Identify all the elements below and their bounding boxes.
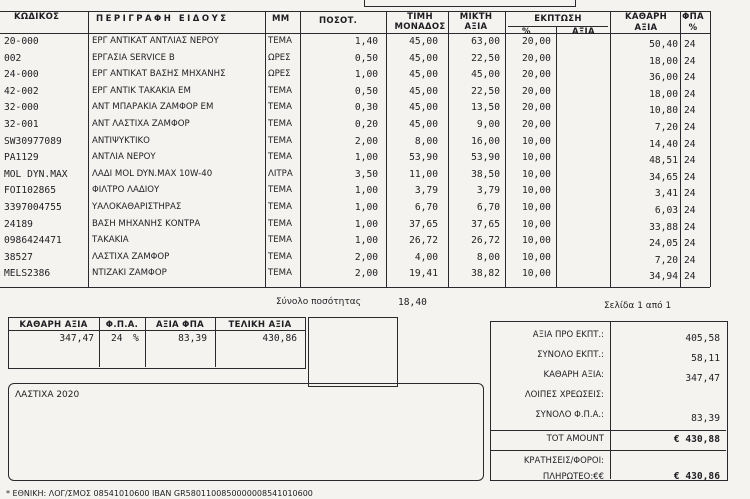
row-description: ΛΑΣΤΙΧΑ ΖΑΜΦΟΡ (92, 251, 170, 262)
row-qty: 2,00 (354, 268, 378, 280)
row-vat: 24 (684, 205, 696, 216)
row-description: ΝΤΙΖΑΚΙ ΖΑΜΦΟΡ (92, 268, 167, 279)
row-description: ΕΡΓΑΣΙΑ SERVICE B (92, 52, 175, 63)
page-number: Σελίδα 1 από 1 (604, 301, 672, 311)
row-unit: ΤΕΜΑ (268, 235, 292, 246)
vat-summary-rate-header: Φ.Π.Α. (105, 320, 139, 330)
col-code-header: ΚΩΔΙΚΟΣ (14, 12, 60, 22)
payable-value: € 430,86 (673, 471, 720, 482)
row-discount-pct: 20,00 (522, 36, 551, 47)
row-unit: ΤΕΜΑ (268, 135, 292, 146)
row-vat: 24 (684, 221, 696, 233)
row-code: 32-001 (4, 119, 39, 130)
row-unit: ΤΕΜΑ (268, 119, 292, 129)
row-unit-price: 45,00 (409, 69, 438, 81)
row-unit-price: 45,00 (409, 85, 438, 97)
row-code: MELS2386 (4, 268, 51, 280)
row-description: ΑΝΤΛΙΑ ΝΕΡΟΥ (92, 152, 156, 163)
row-net: 7,20 (654, 122, 678, 133)
row-unit-price: 8,00 (414, 135, 438, 147)
row-gross: 45,00 (471, 69, 500, 81)
row-qty: 1,00 (354, 152, 378, 164)
row-description: ΥΑΛΟΚΑΘΑΡΙΣΤΗΡΑΣ (92, 202, 182, 212)
vat-summary-rate-unit: % (133, 333, 139, 344)
row-unit: ΤΕΜΑ (268, 102, 292, 113)
row-code: 20-000 (4, 36, 39, 47)
row-vat: 24 (684, 138, 696, 150)
row-qty: 1,00 (354, 202, 378, 213)
row-gross: 37,65 (471, 218, 500, 230)
row-code: FOI102865 (4, 185, 56, 197)
row-code: 24-000 (4, 69, 39, 81)
totals-label: ΑΞΙΑ ΠΡΟ ΕΚΠΤ.: (532, 330, 604, 340)
row-code: 32-000 (4, 102, 39, 114)
row-unit-price: 45,00 (409, 102, 438, 114)
totals-value: 58,11 (691, 353, 720, 364)
row-vat: 24 (684, 88, 696, 100)
row-qty: 2,00 (354, 135, 378, 147)
row-net: 14,40 (649, 138, 678, 150)
row-vat: 24 (684, 188, 696, 200)
row-unit: ΩΡΕΣ (268, 69, 291, 80)
row-description: ΕΡΓ ΑΝΤΙΚΑΤ ΑΝΤΛΙΑΣ ΝΕΡΟΥ (92, 36, 219, 46)
row-unit-price: 4,00 (414, 251, 438, 263)
col-unit-header: ΜΜ (272, 14, 290, 24)
vat-summary-net: 347,47 (59, 333, 94, 344)
row-qty: 1,00 (354, 69, 378, 81)
row-discount-pct: 10,00 (522, 168, 551, 180)
totals-value: 405,58 (685, 333, 720, 344)
row-unit-price: 45,00 (409, 52, 438, 64)
row-description: ΦΙΛΤΡΟ ΛΑΔΙΟΥ (92, 185, 160, 196)
row-gross: 13,50 (471, 102, 500, 114)
notes-text: ΛΑΣΤΙΧΑ 2020 (15, 390, 80, 400)
row-unit: ΤΕΜΑ (268, 268, 292, 279)
row-code: PA1129 (4, 152, 39, 164)
row-code: 42-002 (4, 85, 39, 97)
row-discount-pct: 10,00 (522, 251, 551, 263)
row-vat: 24 (684, 254, 696, 266)
row-vat: 24 (684, 238, 696, 250)
row-net: 50,40 (649, 39, 678, 50)
payable-label: ΠΛΗΡΩΤΕΟ:€€ (542, 472, 604, 482)
row-unit: ΛΙΤΡΑ (268, 168, 293, 179)
row-net: 34,65 (649, 171, 678, 183)
vat-summary-amount-header: ΑΞΙΑ ΦΠΑ (156, 320, 204, 330)
row-gross: 22,50 (471, 52, 500, 64)
vat-summary-net-header: ΚΑΘΑΡΗ ΑΞΙΑ (19, 320, 88, 330)
row-vat: 24 (684, 122, 696, 133)
row-description: ΤΑΚΑΚΙΑ (92, 235, 129, 246)
total-amount-value: € 430,88 (673, 434, 720, 445)
row-discount-pct: 10,00 (522, 268, 551, 280)
row-vat: 24 (684, 155, 696, 167)
totals-value: 83,39 (691, 413, 720, 424)
row-unit: ΤΕΜΑ (268, 85, 292, 96)
row-qty: 2,00 (354, 251, 378, 263)
row-unit-price: 45,00 (409, 119, 438, 130)
row-unit: ΤΕΜΑ (268, 218, 292, 229)
row-gross: 63,00 (471, 36, 500, 47)
row-gross: 26,72 (471, 235, 500, 247)
row-gross: 38,82 (471, 268, 500, 280)
bank-footer: * ΕΘΝΙΚΗ: ΛΟΓ/ΣΜΟΣ 08541010600 IBAN GR5801100850000008541010600 (6, 489, 313, 498)
row-unit-price: 3,79 (414, 185, 438, 197)
stamp-box (308, 317, 398, 387)
col-qty-header: ΠΟΣΟΤ. (319, 16, 358, 26)
col-gross-header: ΜΙΚΤΗ ΑΞΙΑ (459, 12, 493, 32)
row-unit: ΤΕΜΑ (268, 202, 292, 212)
col-discount-header: ΕΚΠΤΩΣΗ (534, 14, 582, 24)
row-unit-price: 37,65 (409, 218, 438, 230)
row-discount-pct: 10,00 (522, 185, 551, 197)
row-code: 3397004755 (4, 202, 62, 213)
row-net: 18,00 (649, 88, 678, 100)
totals-value: 347,47 (685, 373, 720, 384)
row-unit-price: 6,70 (414, 202, 438, 213)
row-discount-pct: 10,00 (522, 202, 551, 213)
vat-summary-rate: 24 (111, 333, 123, 344)
row-code: 002 (4, 52, 22, 64)
row-qty: 0,50 (354, 85, 378, 97)
vat-summary-final: 430,86 (262, 333, 297, 344)
row-vat: 24 (684, 39, 696, 50)
withholdings-label: ΚΡΑΤΗΣΕΙΣ/ΦΟΡΟΙ: (523, 456, 604, 466)
row-code: MOL DYN.MAX (4, 168, 68, 180)
row-net: 48,51 (649, 155, 678, 167)
row-qty: 1,40 (354, 36, 378, 47)
row-qty: 1,00 (354, 185, 378, 197)
row-discount-pct: 10,00 (522, 218, 551, 230)
row-gross: 38,50 (471, 168, 500, 180)
top-stub-text (365, 0, 575, 1)
row-description: ΑΝΤΙΨΥΚΤΙΚΟ (92, 135, 150, 146)
row-qty: 0,30 (354, 102, 378, 114)
row-description: ΕΡΓ ΑΝΤΙΚ ΤΑΚΑΚΙΑ ΕΜ (92, 85, 191, 96)
totals-label: ΣΥΝΟΛΟ Φ.Π.Α.: (535, 410, 604, 420)
row-gross: 22,50 (471, 85, 500, 97)
row-unit-price: 19,41 (409, 268, 438, 280)
col-discount-value-header: ΑΞΙΑ (572, 27, 595, 37)
row-discount-pct: 20,00 (522, 102, 551, 114)
row-gross: 3,79 (476, 185, 500, 197)
row-net: 10,80 (649, 105, 678, 117)
row-discount-pct: 10,00 (522, 152, 551, 164)
top-stub-box (364, 0, 576, 7)
row-gross: 6,70 (476, 202, 500, 213)
totals-label: ΣΥΝΟΛΟ ΕΚΠΤ.: (537, 350, 604, 360)
row-net: 7,20 (654, 254, 678, 266)
row-gross: 16,00 (471, 135, 500, 147)
row-unit: ΤΕΜΑ (268, 251, 292, 262)
row-net: 3,41 (654, 188, 678, 200)
totals-label: ΛΟΙΠΕΣ ΧΡΕΩΣΕΙΣ: (524, 390, 604, 400)
row-vat: 24 (684, 72, 696, 84)
row-vat: 24 (684, 55, 696, 67)
col-vat-header: ΦΠΑ % (682, 12, 704, 33)
row-qty: 0,50 (354, 52, 378, 64)
row-net: 33,88 (649, 221, 678, 233)
row-code: SW30977089 (4, 135, 62, 147)
row-net: 34,94 (649, 271, 678, 283)
row-qty: 3,50 (354, 168, 378, 180)
row-unit: ΤΕΜΑ (268, 36, 292, 46)
row-discount-pct: 20,00 (522, 119, 551, 130)
row-vat: 24 (684, 271, 696, 283)
col-net-header: ΚΑΘΑΡΗ ΑΞΙΑ (624, 12, 668, 33)
row-unit-price: 45,00 (409, 36, 438, 47)
row-gross: 53,90 (471, 152, 500, 164)
row-qty: 1,00 (354, 235, 378, 247)
notes-box (8, 383, 484, 481)
row-net: 24,05 (649, 238, 678, 250)
row-unit-price: 53,90 (409, 152, 438, 164)
row-code: 0986424471 (4, 235, 62, 247)
row-description: ΕΡΓ ΑΝΤΙΚΑΤ ΒΑΣΗΣ ΜΗΧΑΝΗΣ (92, 69, 226, 80)
vat-summary-vat-amount: 83,39 (178, 333, 207, 344)
vat-summary-final-header: ΤΕΛΙΚΗ ΑΞΙΑ (228, 320, 292, 330)
qty-total-label: Σύνολο ποσότητας (276, 297, 362, 307)
row-code: 38527 (4, 251, 33, 263)
row-net: 6,03 (654, 205, 678, 216)
col-discount-pct-header: % (522, 27, 531, 37)
total-amount-label: TOT AMOUNT (546, 434, 604, 444)
row-net: 36,00 (649, 72, 678, 84)
row-description: ΛΑΔΙ MOL DYN.MAX 10W-40 (92, 168, 213, 179)
col-description-header: ΠΕΡΙΓΡΑΦΗ ΕΙΔΟΥΣ (96, 14, 229, 24)
row-unit-price: 11,00 (409, 168, 438, 180)
col-unit-price-header: ΤΙΜΗ ΜΟΝΑΔΟΣ (394, 12, 446, 32)
row-unit-price: 26,72 (409, 235, 438, 247)
row-discount-pct: 20,00 (522, 85, 551, 97)
row-description: ΑΝΤ ΜΠΑΡΑΚΙΑ ΖΑΜΦΟΡ ΕΜ (92, 102, 214, 113)
row-qty: 0,20 (354, 119, 378, 130)
row-description: ΑΝΤ ΛΑΣΤΙΧΑ ΖΑΜΦΟΡ (92, 119, 190, 129)
row-gross: 9,00 (476, 119, 500, 130)
row-net: 18,00 (649, 55, 678, 67)
row-vat: 24 (684, 105, 696, 117)
row-gross: 8,00 (476, 251, 500, 263)
row-discount-pct: 20,00 (522, 69, 551, 81)
row-discount-pct: 10,00 (522, 235, 551, 247)
row-unit: ΤΕΜΑ (268, 185, 292, 196)
qty-total-value: 18,40 (398, 297, 427, 308)
row-discount-pct: 20,00 (522, 52, 551, 64)
row-code: 24189 (4, 218, 33, 230)
totals-label: ΚΑΘΑΡΗ ΑΞΙΑ: (543, 370, 604, 380)
row-discount-pct: 10,00 (522, 135, 551, 147)
row-vat: 24 (684, 171, 696, 183)
row-description: ΒΑΣΗ ΜΗΧΑΝΗΣ ΚΟΝΤΡΑ (92, 218, 201, 229)
row-unit: ΩΡΕΣ (268, 52, 291, 63)
row-qty: 1,00 (354, 218, 378, 230)
row-unit: ΤΕΜΑ (268, 152, 292, 163)
